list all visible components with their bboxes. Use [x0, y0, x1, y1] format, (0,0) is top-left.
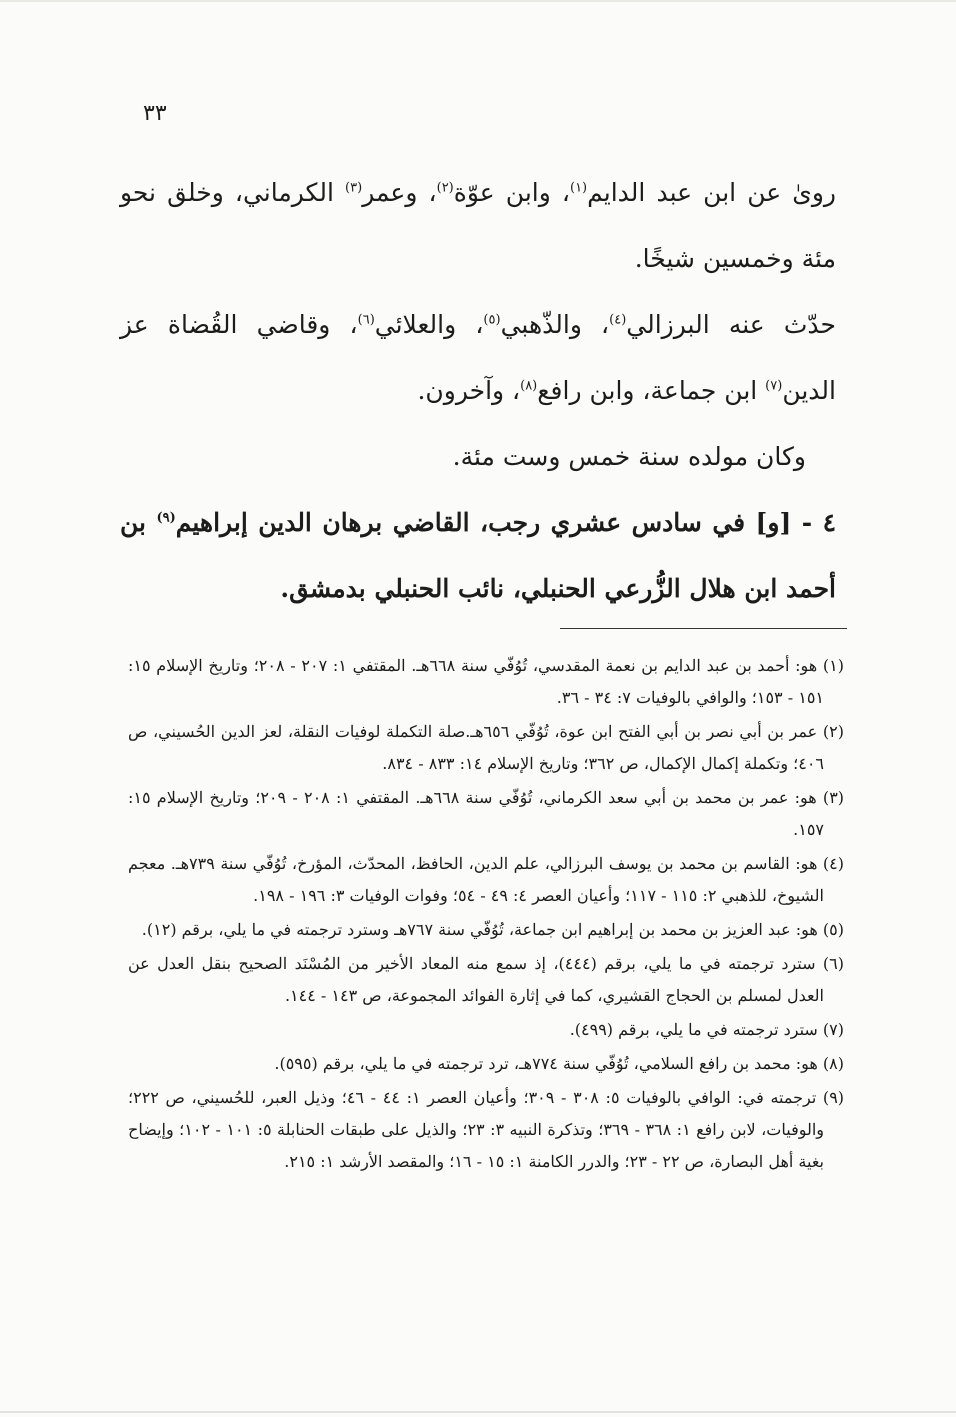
- footnote-9: (٩) ترجمته في: الوافي بالوفيات ٥: ٣٠٨ - ٣٠٩؛ وأعيان العصر ١: ٤٤ - ٤٦؛ وذيل العبر، للحُسيني، ص ٢٢٢؛ والوفيات، لابن رافع ١: ٣٦٨ - ٣٦٩؛ وتذكرة النبيه ٣: ٢٣؛ والذيل على طبقات الحنابلة ٥: ١٠١ - ١٠٢؛ وإيضاح بغية أهل البصارة، ص ٢٢ - ٢٣؛ والدرر الكامنة ١: ١٥ - ١٦؛ والمقصد الأرشد ١: ٢١٥.: [128, 1088, 845, 1171]
- text-run: رویٰ عن ابن عبد الدايم: [587, 178, 836, 207]
- footnote-ref-9[interactable]: (٩): [156, 510, 176, 526]
- footnote-6: (٦) سترد ترجمته في ما يلي، برقم (٤٤٤)، إذ سمع منه المعاد الأخير من المُسْنَد الصحيح بنقل العدل عن العدل لمسلم بن الحجاج القشيري، كما في إثارة الفوائد المجموعة، ص ١٤٣ - ١٤٤.: [128, 954, 845, 1005]
- footnote-ref-6[interactable]: (٦): [357, 312, 375, 328]
- paragraph-entry-4: [120, 490, 836, 622]
- text-run: ابن جماعة، وابن رافع: [537, 376, 766, 405]
- text-run: ، والعلائي: [374, 310, 484, 339]
- footnote-ref-5[interactable]: (٥): [483, 312, 501, 328]
- footnote-8: (٨) هو: محمد بن رافع السلامي، تُوُفّي سنة ٧٧٤هـ، ترد ترجمته في ما يلي، برقم (٥٩٥).: [274, 1054, 844, 1073]
- main-text: [120, 160, 836, 622]
- page-bottom-edge: [0, 1411, 956, 1413]
- footnote-1: (١) هو: أحمد بن عبد الدايم بن نعمة المقدسي، تُوُفّي سنة ٦٦٨هـ. المقتفي ١: ٢٠٧ - ٢٠٨؛ وتاريخ الإسلام ١٥: ١٥١ - ١٥٣؛ والوافي بالوفيات ٧: ٣٤ - ٣٦.: [128, 656, 844, 707]
- text-run: بن أحمد ابن هلال الزُّرعي الحنبلي، نائب الحنبلي بدمشق.: [120, 508, 836, 603]
- footnote-ref-4[interactable]: (٤): [609, 312, 627, 328]
- footnote-ref-8[interactable]: (٨): [520, 378, 538, 394]
- footnote-5: (٥) هو: عبد العزيز بن محمد بن إبراهيم ابن جماعة، تُوُفّي سنة ٧٦٧هـ وسترد ترجمته في ما يلي، برقم (١٢).: [141, 920, 844, 939]
- text-run: ، وعمر: [362, 178, 437, 207]
- text-run: ، وابن عوّة: [453, 178, 570, 207]
- paragraph-birth: وكان مولده سنة خمس وست مئة.: [452, 442, 806, 471]
- footnote-ref-2[interactable]: (٢): [436, 180, 454, 196]
- footnote-4: (٤) هو: القاسم بن محمد بن يوسف البرزالي، علم الدين، الحافظ، المحدّث، المؤرخ، تُوُفّي سنة ٧٣٩هـ. معجم الشيوخ، للذهبي ٢: ١١٥ - ١١٧؛ وأعيان العصر ٤: ٤٩ - ٥٤؛ وفوات الوفيات ٣: ١٩٦ - ١٩٨.: [128, 854, 844, 905]
- paragraph-narrators: [120, 160, 836, 292]
- page-number: ٣٣: [143, 101, 167, 126]
- footnotes: [128, 650, 844, 1180]
- text-run: الكرماني، وخلق نحو مئة وخمسين شيخًا.: [120, 178, 836, 273]
- footnote-ref-7[interactable]: (٧): [765, 378, 783, 394]
- text-run: ، وقاضي القُضاة عز الدين: [120, 310, 836, 405]
- footnote-2: (٢) عمر بن أبي نصر بن أبي الفتح ابن عوة، تُوُفّي ٦٥٦هـ.صلة التكملة لوفيات النقلة، لعز الدين الحُسيني، ص ٤٠٦؛ وتكملة إكمال الإكمال، ص ٣٦٢؛ وتاريخ الإسلام ١٤: ٨٣٣ - ٨٣٤.: [128, 722, 844, 773]
- paragraph-students: [120, 292, 836, 424]
- text-run: ٤ - [و] في سادس عشري رجب، القاضي برهان الدين إبراهيم: [175, 508, 837, 537]
- text-run: ، وآخرون.: [417, 376, 521, 405]
- footnote-ref-1[interactable]: (١): [569, 180, 588, 196]
- footnote-ref-3[interactable]: (٣): [345, 180, 363, 196]
- footnote-7: (٧) سترد ترجمته في ما يلي، برقم (٤٩٩).: [569, 1020, 844, 1039]
- footnote-divider: [560, 628, 847, 629]
- footnote-3: (٣) هو: عمر بن محمد بن أبي سعد الكرماني، تُوُفّي سنة ٦٦٨هـ. المقتفي ١: ٢٠٨ - ٢٠٩؛ وتاريخ الإسلام ١٥: ١٥٧.: [128, 788, 845, 839]
- text-run: حدّث عنه البرزالي: [626, 310, 836, 339]
- page-top-edge: [0, 0, 956, 2]
- text-run: ، والذّهبي: [500, 310, 610, 339]
